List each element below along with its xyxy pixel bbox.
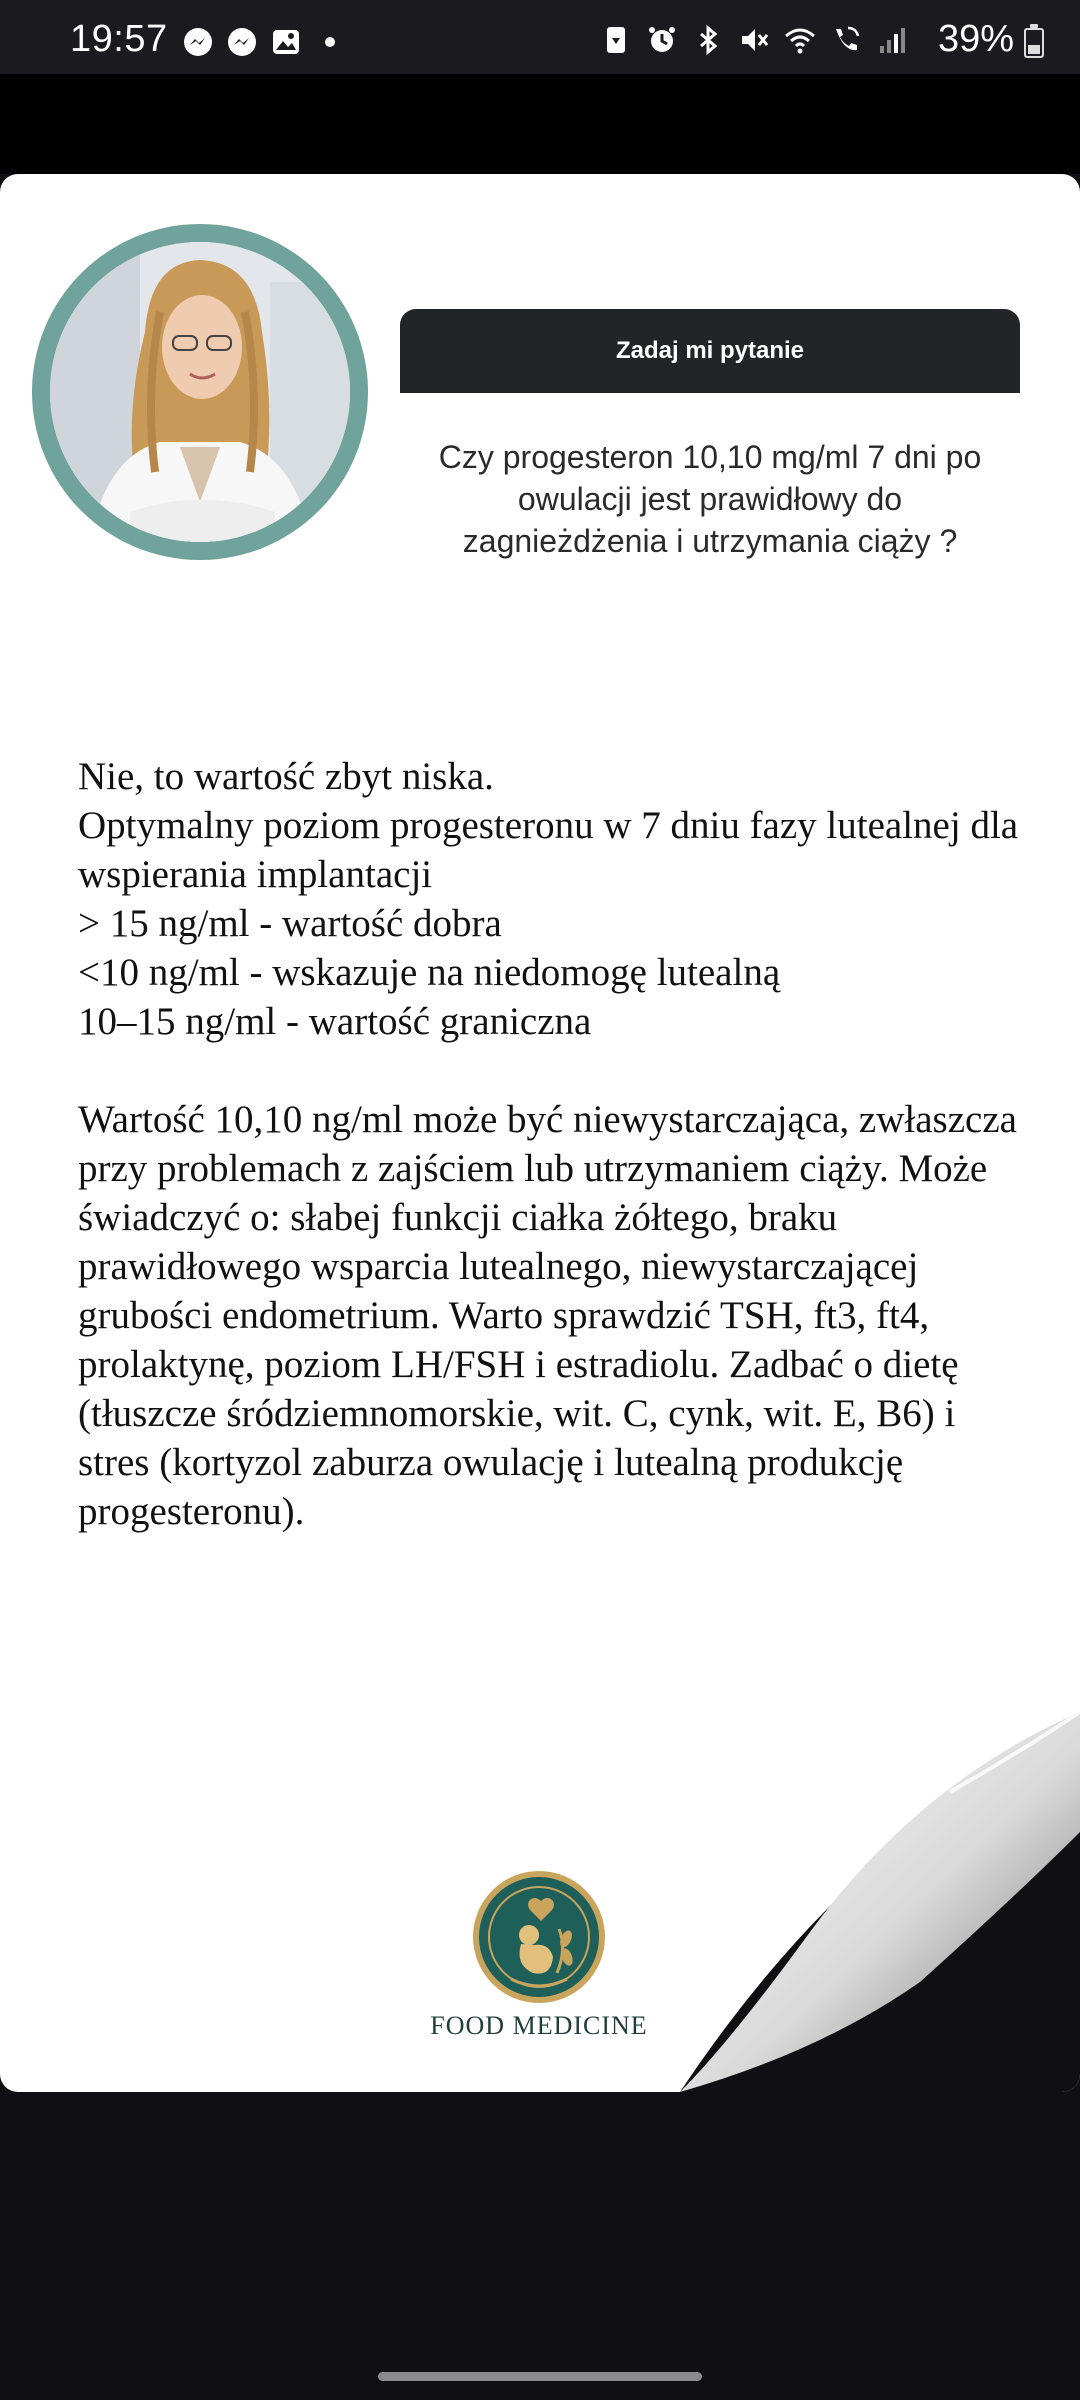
messenger-icon (226, 26, 258, 58)
avatar-ring (32, 224, 368, 560)
battery-icon (1024, 28, 1044, 58)
story-card (0, 174, 1080, 2092)
answer-text (78, 752, 1028, 1536)
signal-icon (876, 24, 908, 56)
status-bar (0, 0, 1080, 74)
wifi-icon (784, 24, 816, 56)
notification-icons (182, 26, 346, 58)
dot-icon (314, 26, 346, 58)
alarm-icon (646, 24, 678, 56)
screenshot-icon (600, 24, 632, 56)
gallery-icon (270, 26, 302, 58)
wifi-calling-icon (830, 24, 862, 56)
home-indicator[interactable] (378, 2372, 702, 2381)
top-band (0, 74, 1080, 174)
question-text: Czy progesteron 10,10 mg/ml 7 dni po owulacji jest prawidłowy do zagnieżdżenia i utrzymania ciąży ? (438, 439, 982, 559)
food-medicine-logo (428, 1869, 650, 2041)
logo-text: FOOD MEDICINE (430, 2011, 648, 2040)
answer-line: > 15 ng/ml - wartość dobra (78, 902, 502, 945)
doctor-portrait (50, 242, 350, 542)
status-time: 19:57 (70, 18, 168, 60)
answer-line: 10–15 ng/ml - wartość graniczna (78, 1000, 592, 1043)
avatar (50, 242, 350, 542)
page-curl-decoration (620, 1632, 1080, 2092)
ask-question-button[interactable]: Zadaj mi pytanie (400, 309, 1020, 393)
answer-line: Nie, to wartość zbyt niska. (78, 755, 494, 798)
battery-percentage: 39% (937, 18, 1014, 60)
bluetooth-icon (692, 24, 724, 56)
answer-line: Optymalny poziom progesteronu w 7 dniu fazy lutealnej dla wspierania implantacji (78, 804, 1019, 896)
mute-icon (738, 24, 770, 56)
messenger-icon (182, 26, 214, 58)
system-icons (600, 24, 908, 56)
answer-line: <10 ng/ml - wskazuje na niedomogę lutealną (78, 951, 781, 994)
answer-paragraph: Wartość 10,10 ng/ml może być niewystarczająca, zwłaszcza przy problemach z zajściem lub utrzymaniem ciąży. Może świadczyć o: słabej funkcji ciałka żółtego, braku prawidłowego wsparcia lutealnego, niewystarczającej grubości endometrium. Warto sprawdzić TSH, ft3, ft4, prolaktynę, poziom LH/FSH i estradiolu. Zadbać o dietę (tłuszcze śródziemnomorskie, wit. C, cynk, wit. E, B6) i stres (kortyzol zaburza owulację i lutealną produkcję progesteronu). (78, 1098, 1017, 1533)
logo-emblem-icon (471, 1869, 607, 2005)
